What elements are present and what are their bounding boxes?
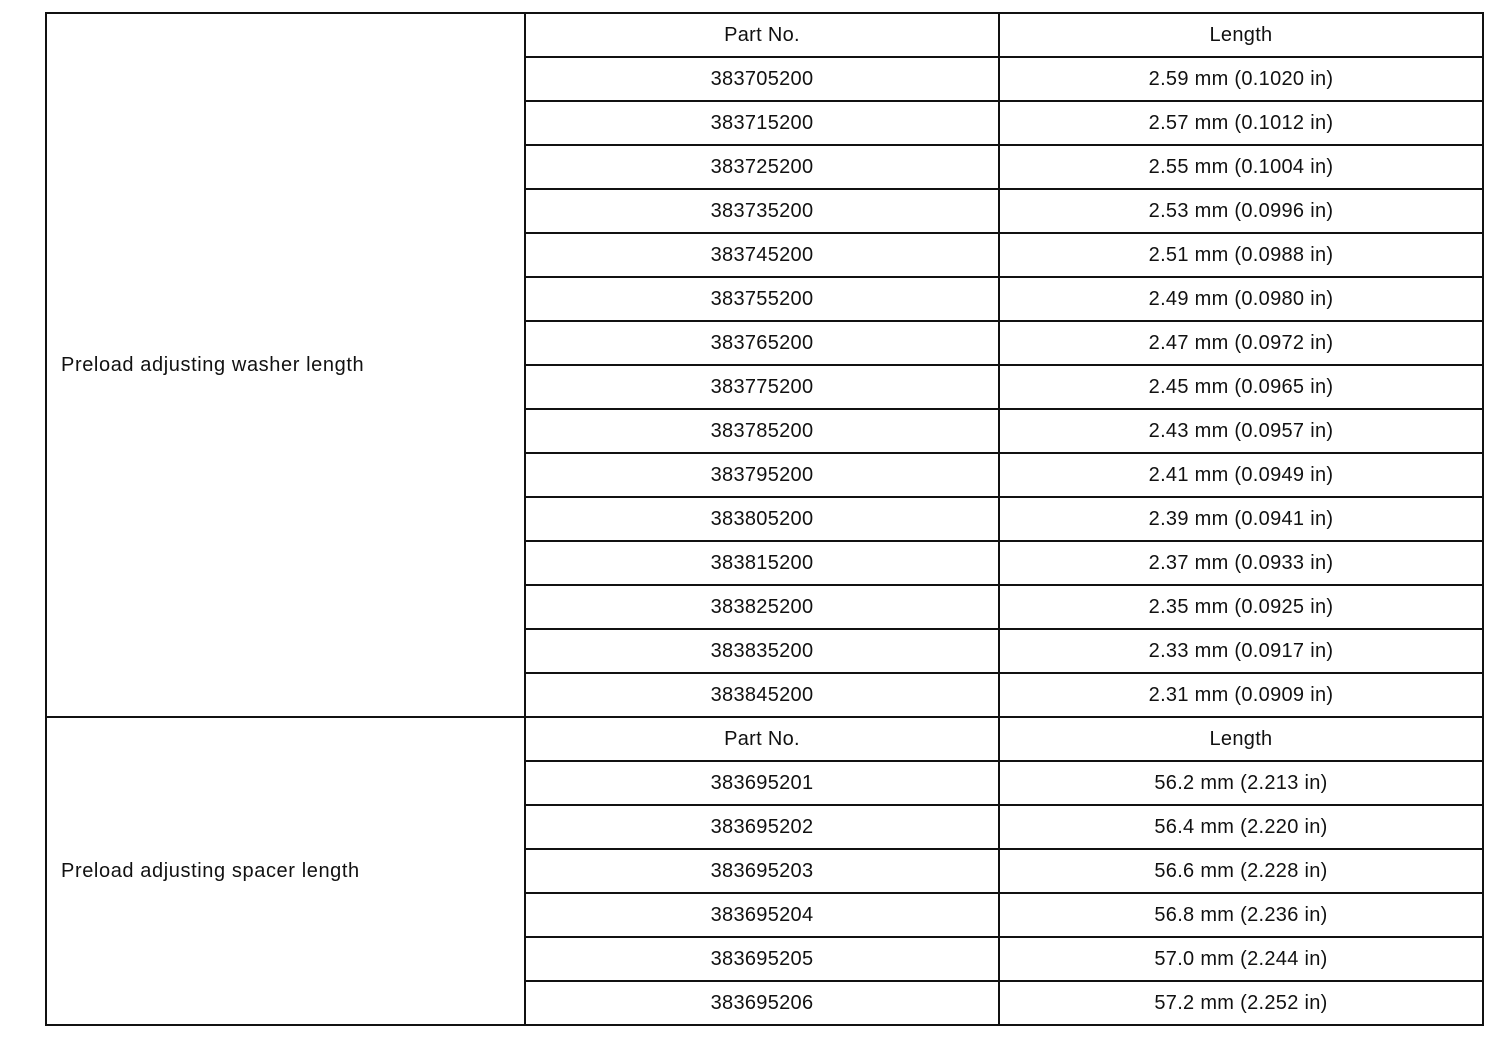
length-cell: 2.53 mm (0.0996 in) bbox=[999, 189, 1483, 233]
length-cell: 57.0 mm (2.244 in) bbox=[999, 937, 1483, 981]
part-number-cell: 383785200 bbox=[525, 409, 999, 453]
length-cell: 2.37 mm (0.0933 in) bbox=[999, 541, 1483, 585]
part-number-cell: 383805200 bbox=[525, 497, 999, 541]
part-number-cell: 383705200 bbox=[525, 57, 999, 101]
length-cell: 2.45 mm (0.0965 in) bbox=[999, 365, 1483, 409]
length-cell: 2.51 mm (0.0988 in) bbox=[999, 233, 1483, 277]
table-header-row bbox=[46, 13, 1483, 57]
part-number-cell: 383795200 bbox=[525, 453, 999, 497]
length-cell: 2.33 mm (0.0917 in) bbox=[999, 629, 1483, 673]
part-number-cell: 383755200 bbox=[525, 277, 999, 321]
part-number-cell: 383835200 bbox=[525, 629, 999, 673]
part-number-cell: 383695205 bbox=[525, 937, 999, 981]
part-number-cell: 383695203 bbox=[525, 849, 999, 893]
part-no-header: Part No. bbox=[525, 717, 999, 761]
part-number-cell: 383695202 bbox=[525, 805, 999, 849]
length-cell: 2.55 mm (0.1004 in) bbox=[999, 145, 1483, 189]
length-cell: 2.57 mm (0.1012 in) bbox=[999, 101, 1483, 145]
group-label: Preload adjusting spacer length bbox=[46, 717, 525, 1025]
group-label: Preload adjusting washer length bbox=[46, 13, 525, 717]
part-number-cell: 383765200 bbox=[525, 321, 999, 365]
length-cell: 2.41 mm (0.0949 in) bbox=[999, 453, 1483, 497]
part-number-cell: 383725200 bbox=[525, 145, 999, 189]
length-cell: 56.4 mm (2.220 in) bbox=[999, 805, 1483, 849]
part-number-cell: 383845200 bbox=[525, 673, 999, 717]
spec-table bbox=[45, 12, 1484, 1026]
length-cell: 57.2 mm (2.252 in) bbox=[999, 981, 1483, 1025]
table-header-row bbox=[46, 717, 1483, 761]
part-number-cell: 383695206 bbox=[525, 981, 999, 1025]
length-cell: 2.47 mm (0.0972 in) bbox=[999, 321, 1483, 365]
length-cell: 56.8 mm (2.236 in) bbox=[999, 893, 1483, 937]
part-number-cell: 383735200 bbox=[525, 189, 999, 233]
spec-table-body bbox=[46, 13, 1483, 1025]
length-cell: 2.31 mm (0.0909 in) bbox=[999, 673, 1483, 717]
length-cell: 2.49 mm (0.0980 in) bbox=[999, 277, 1483, 321]
length-cell: 2.43 mm (0.0957 in) bbox=[999, 409, 1483, 453]
length-cell: 2.59 mm (0.1020 in) bbox=[999, 57, 1483, 101]
part-number-cell: 383695201 bbox=[525, 761, 999, 805]
length-cell: 56.6 mm (2.228 in) bbox=[999, 849, 1483, 893]
part-number-cell: 383745200 bbox=[525, 233, 999, 277]
length-header: Length bbox=[999, 717, 1483, 761]
part-number-cell: 383815200 bbox=[525, 541, 999, 585]
part-no-header: Part No. bbox=[525, 13, 999, 57]
part-number-cell: 383775200 bbox=[525, 365, 999, 409]
part-number-cell: 383715200 bbox=[525, 101, 999, 145]
length-header: Length bbox=[999, 13, 1483, 57]
part-number-cell: 383695204 bbox=[525, 893, 999, 937]
length-cell: 2.35 mm (0.0925 in) bbox=[999, 585, 1483, 629]
length-cell: 56.2 mm (2.213 in) bbox=[999, 761, 1483, 805]
length-cell: 2.39 mm (0.0941 in) bbox=[999, 497, 1483, 541]
part-number-cell: 383825200 bbox=[525, 585, 999, 629]
